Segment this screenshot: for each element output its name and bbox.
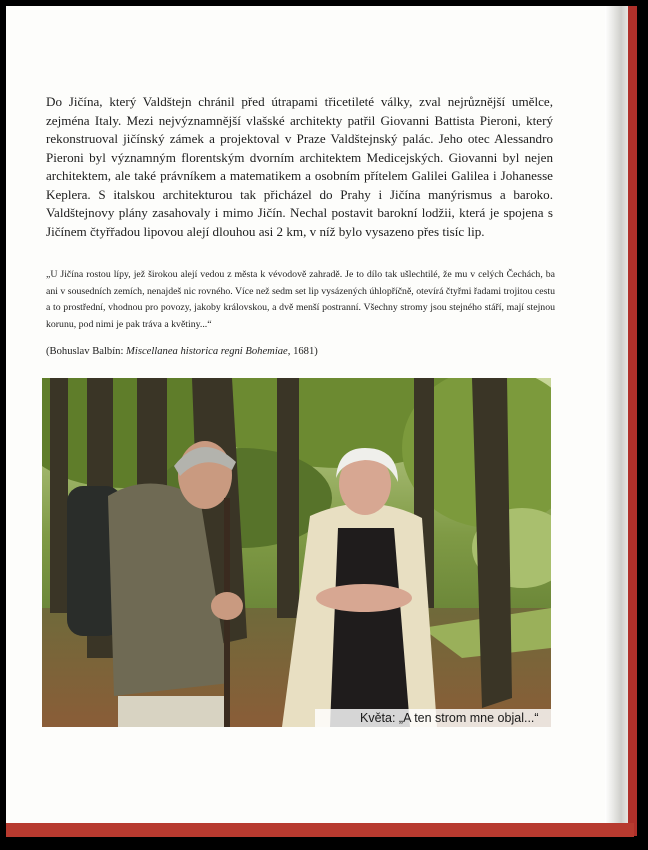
book-spine-edge [628,6,637,836]
man-hand [211,592,243,620]
citation-open: (Bohuslav Balbín: [46,346,127,357]
man-trousers [118,696,224,727]
photo-two-people-in-alley [42,378,551,727]
citation-work-title: Miscellanea historica regni Bohemiae [126,346,288,357]
book-cover-edge [6,823,634,837]
page-stack-edge [605,6,628,823]
citation-close: , 1681) [287,346,318,357]
woman-folded-arms [316,584,412,612]
photo-illustration [42,378,551,727]
photo-caption: Květa: „A ten strom mne objal...“ [315,709,551,727]
quote-citation [46,346,318,357]
body-paragraph: Do Jičína, který Valdštejn chránil před útrapami třicetileté války, zval nejrůznější umělce, zejména Italy. Mezi nejvýznamnější vlašské architekty patřil Giovanni Battista Pieroni, který rekonstruoval jičínský zámek a projektoval v Praze Valdštejnský palác. Jeho otec Alessandro Pieroni byl významným florentským dvorním architektem Medicejských. Giovanni byl nejen architektem, ale také právníkem a matematikem a osobním přítelem Galilei Galilea i Johanesse Keplera. S italskou architekturou tak přicházel do Prahy i Jičína manýrismus a baroko. Valdštejnovy plány zasahovaly i mimo Jičín. Nechal postavit barokní lodžii, která je spojena s Jičínem čtyřřadou lipovou alejí dlouhou asi 2 km, v níž bylo vysazeno přes tisíc lip. [46,94,553,239]
quote-text: „U Jičína rostou lípy, jež širokou alejí vedou z města k vévodově zahradě. Je to dílo tak ušlechtilé, že mu v celých Čechách, ba ani v sousedních zemích, nenajdeš nic rovného. Více než sedm set lip vysázených úhlopříčně, otevírá čtyřmi řadami trojitou cestu a to prostřední, vhodnou pro povozy, jakoby královskou, a dvě menší postranní. Všechny stromy jsou stejného stáří, mají stejnou korunu, pod nimi je pak tráva a květiny...“ [46,269,555,330]
